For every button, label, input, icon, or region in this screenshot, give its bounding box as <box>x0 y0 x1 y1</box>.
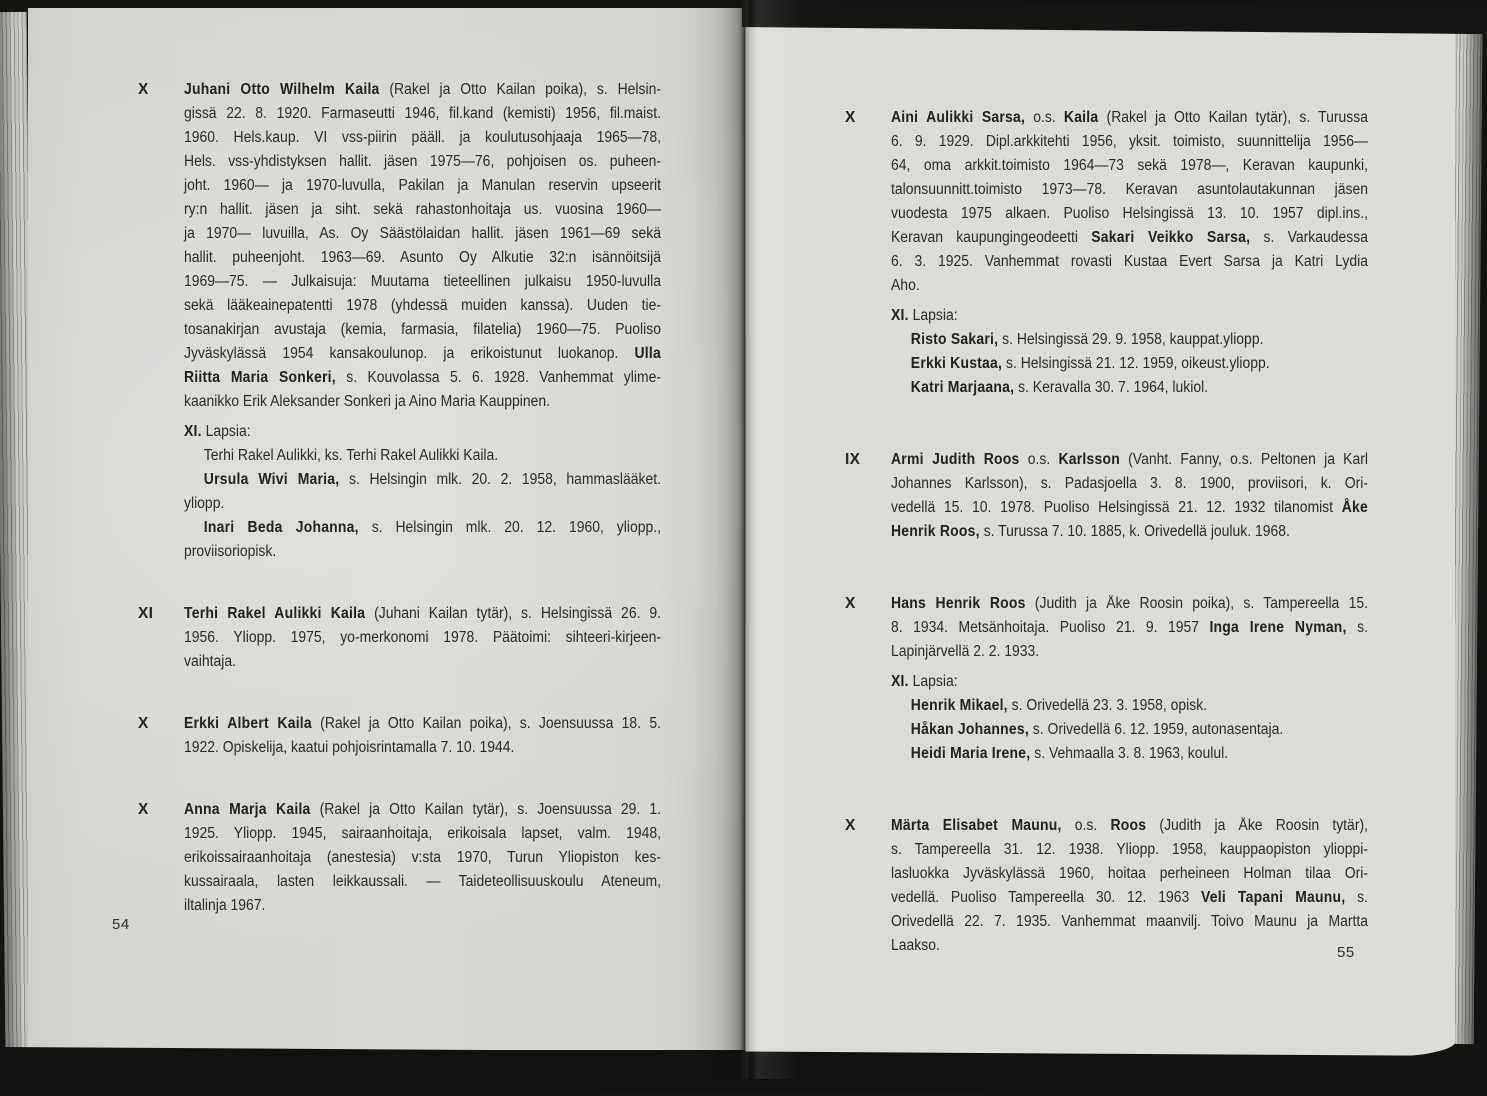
generation-numeral: X <box>138 715 149 732</box>
text-line <box>891 328 1368 352</box>
text-line <box>184 270 661 294</box>
child-entry <box>891 742 1368 766</box>
entry-paragraph <box>891 814 1368 958</box>
text-line <box>891 352 1368 376</box>
text-segment: Laakso. <box>891 937 940 954</box>
person-name-bold: XI. <box>184 423 202 440</box>
children-header <box>891 670 1368 694</box>
text-line <box>891 640 1368 664</box>
children-section <box>891 670 1368 766</box>
text-segment: talonsuunnitt.toimisto 1973—78. Keravan asuntolautakunnan jäsen <box>891 181 1368 198</box>
text-segment: kussairaala, lasten leikkaussali. — Taideteollisuuskoulu Ateneum, <box>184 873 661 890</box>
text-segment: s. Helsingin mlk. 20. 2. 1958, hammaslääket. <box>339 471 661 488</box>
person-name-bold: Armi Judith Roos <box>891 451 1020 468</box>
text-segment: iltalinja 1967. <box>184 897 266 914</box>
text-line <box>891 250 1368 274</box>
text-segment: (Rakel ja Otto Kailan tytär), s. Turussa <box>1098 109 1368 126</box>
text-line <box>891 226 1368 250</box>
text-line <box>184 198 661 222</box>
text-line <box>891 910 1368 934</box>
text-line <box>891 472 1368 496</box>
text-segment: ry:n hallit. jäsen ja siht. sekä rahastonhoitaja us. vuosina 1960— <box>184 201 661 218</box>
entry-body <box>184 798 661 918</box>
entry-paragraph <box>891 448 1368 544</box>
text-line <box>184 444 661 468</box>
text-line <box>184 78 661 102</box>
text-line <box>891 448 1368 472</box>
person-name-bold: Inga Irene Nyman, <box>1209 619 1347 636</box>
person-name-bold: Katri Marjaana, <box>910 379 1015 396</box>
text-segment: (Rakel ja Otto Kailan poika), s. Helsin- <box>379 81 661 98</box>
text-segment: o.s. <box>1019 451 1059 468</box>
text-segment: erikoissairaanhoitaja (anestesia) v:sta 1970, Turun Yliopiston kes- <box>184 849 661 866</box>
page-number-right: 55 <box>1337 944 1355 961</box>
text-line <box>184 366 661 390</box>
text-line <box>891 886 1368 910</box>
text-line <box>891 154 1368 178</box>
text-segment: vedellä 15. 10. 1978. Puoliso Helsingissä 21. 12. 1932 tilanomist <box>891 499 1342 516</box>
text-line <box>184 822 661 846</box>
person-name-bold: Henrik Mikael, <box>910 697 1008 714</box>
person-name-bold: Hans Henrik Roos <box>891 595 1026 612</box>
page-54 <box>28 8 745 1050</box>
text-segment: Jyväskylässä 1954 kansakoulunop. ja erikoistunut luokanop. <box>184 345 635 362</box>
text-line <box>891 862 1368 886</box>
text-line <box>184 390 661 414</box>
entry-body <box>891 592 1368 766</box>
entry-paragraph <box>184 78 661 414</box>
text-segment: Orivedellä 22. 7. 1935. Vanhemmat maanvilj. Toivo Maunu ja Martta <box>891 913 1368 930</box>
text-line <box>184 846 661 870</box>
person-name-bold: Åke <box>1341 499 1368 516</box>
genealogy-entry <box>845 814 1487 958</box>
text-segment: vedellä. Puoliso Tampereella 30. 12. 1963 <box>891 889 1201 906</box>
text-line <box>184 222 661 246</box>
text-segment: s. Vehmaalla 3. 8. 1963, koulul. <box>1030 745 1229 762</box>
page-55 <box>745 14 1455 1058</box>
text-segment: Lapsia: <box>201 423 251 440</box>
text-line <box>184 540 661 564</box>
children-header <box>184 420 661 444</box>
entry-body <box>184 712 661 760</box>
person-name-bold: Terhi Rakel Aulikki Kaila <box>184 605 366 622</box>
generation-numeral: IX <box>845 451 861 468</box>
text-line <box>891 130 1368 154</box>
child-entry <box>891 328 1368 352</box>
entry-body <box>891 814 1368 958</box>
entry-paragraph <box>891 106 1368 298</box>
text-segment: s. Varkaudessa <box>1250 229 1368 246</box>
text-segment: 6. 9. 1929. Dipl.arkkitehti 1956, yksit. toimisto, suunnittelija 1956— <box>891 133 1368 150</box>
page-number-left: 54 <box>112 916 130 933</box>
person-name-bold: Erkki Kustaa, <box>910 355 1003 372</box>
text-line <box>184 516 661 540</box>
text-segment: 6. 3. 1925. Vanhemmat rovasti Kustaa Evert Sarsa ja Katri Lydia <box>891 253 1368 270</box>
text-line <box>891 838 1368 862</box>
entry-body <box>891 106 1368 400</box>
child-entry <box>184 516 661 564</box>
text-segment: s. <box>1345 889 1368 906</box>
text-line <box>184 102 661 126</box>
person-name-bold: Riitta Maria Sonkeri, <box>184 369 336 386</box>
generation-numeral: X <box>138 81 149 98</box>
children-section <box>891 304 1368 400</box>
text-segment: lasluokka Jyväskylässä 1960, hoitaa perheineen Holman tilaa Ori- <box>891 865 1368 882</box>
children-header <box>891 304 1368 328</box>
person-name-bold: Henrik Roos, <box>891 523 980 540</box>
children-section <box>184 420 661 564</box>
person-name-bold: Ursula Wivi Maria, <box>203 471 340 488</box>
text-segment: tosanakirjan avustaja (kemia, farmasia, filatelia) 1960—75. Puoliso <box>184 321 661 338</box>
text-line <box>891 694 1368 718</box>
text-segment: joht. 1960— ja 1970-luvulla, Pakilan ja Manulan reservin upseerit <box>184 177 661 194</box>
text-line <box>891 934 1368 958</box>
text-line <box>184 294 661 318</box>
person-name-bold: Sakari Veikko Sarsa, <box>1091 229 1251 246</box>
text-line <box>184 626 661 650</box>
text-segment: gissä 22. 8. 1920. Farmaseutti 1946, fil.kand (kemisti) 1956, fil.maist. <box>184 105 661 122</box>
text-line <box>891 814 1368 838</box>
text-segment: hallit. puheenjoht. 1963—69. Asunto Oy Alkutie 32:n isännöitsijä <box>184 249 661 266</box>
text-line <box>891 742 1368 766</box>
text-segment: Terhi Rakel Aulikki, ks. Terhi Rakel Aulikki Kaila. <box>203 447 499 464</box>
child-entry <box>891 376 1368 400</box>
generation-numeral: X <box>138 801 149 818</box>
text-line <box>891 106 1368 130</box>
child-entry <box>891 352 1368 376</box>
text-line <box>184 174 661 198</box>
text-segment: sekä lääkeainepatentti 1978 (yhdessä muiden kanssa). Uuden tie- <box>184 297 661 314</box>
entry-paragraph <box>184 798 661 918</box>
entry-body <box>184 78 661 564</box>
entry-paragraph <box>891 592 1368 664</box>
person-name-bold: Heidi Maria Irene, <box>910 745 1031 762</box>
text-segment: 8. 1934. Metsänhoitaja. Puoliso 21. 9. 1957 <box>891 619 1210 636</box>
text-line <box>891 274 1368 298</box>
text-segment: ja 1970— luvuilla, As. Oy Säästölaidan hallit. jäsen 1961—69 sekä <box>184 225 661 242</box>
text-segment: Lapsia: <box>908 673 958 690</box>
text-segment: (Judith ja Åke Roosin tytär), <box>1146 817 1368 834</box>
text-line <box>184 712 661 736</box>
text-segment: s. Helsingissä 29. 9. 1958, kauppat.yliopp. <box>998 331 1264 348</box>
text-segment: (Vanht. Fanny, o.s. Peltonen ja Karl <box>1119 451 1368 468</box>
text-segment: Johannes Karlsson), s. Padasjoella 3. 8. 1900, proviisori, k. Ori- <box>891 475 1368 492</box>
text-segment: Lapsia: <box>908 307 958 324</box>
person-name-bold: Erkki Albert Kaila <box>184 715 312 732</box>
text-line <box>891 496 1368 520</box>
person-name-bold: XI. <box>891 307 909 324</box>
text-line <box>184 126 661 150</box>
entry-paragraph <box>184 602 661 674</box>
text-line <box>891 202 1368 226</box>
text-segment: s. Tampereella 31. 12. 1938. Yliopp. 1958, kauppaopiston ylioppi- <box>891 841 1368 858</box>
page-54-text-column <box>28 8 855 918</box>
person-name-bold: Inari Beda Johanna, <box>203 519 359 536</box>
text-segment: (Judith ja Åke Roosin poika), s. Tampereella 15. <box>1025 595 1368 612</box>
text-segment: o.s. <box>1025 109 1064 126</box>
entry-body <box>891 448 1368 544</box>
child-entry <box>184 444 661 468</box>
person-name-bold: Juhani Otto Wilhelm Kaila <box>184 81 380 98</box>
person-name-bold: Risto Sakari, <box>910 331 999 348</box>
text-segment: s. Helsingin mlk. 20. 12. 1960, yliopp., <box>358 519 661 536</box>
person-name-bold: Märta Elisabet Maunu, <box>891 817 1062 834</box>
text-segment: s. Helsingissä 21. 12. 1959, oikeust.yliopp. <box>1002 355 1270 372</box>
text-line <box>184 342 661 366</box>
text-line <box>184 870 661 894</box>
generation-numeral: X <box>845 595 856 612</box>
text-segment: proviisoriopisk. <box>184 543 277 560</box>
text-segment: 1925. Yliopp. 1945, sairaanhoitaja, erikoisala lapset, valm. 1948, <box>184 825 661 842</box>
text-segment: 1922. Opiskelija, kaatui pohjoisrintamalla 7. 10. 1944. <box>184 739 515 756</box>
text-segment: s. Turussa 7. 10. 1885, k. Orivedellä jouluk. 1968. <box>979 523 1290 540</box>
text-segment: 1956. Yliopp. 1975, yo-merkonomi 1978. Päätoimi: sihteeri-kirjeen- <box>184 629 661 646</box>
text-line <box>891 718 1368 742</box>
text-segment: Keravan kaupungingeodeetti <box>891 229 1092 246</box>
text-segment: Lapinjärvellä 2. 2. 1933. <box>891 643 1040 660</box>
person-name-bold: XI. <box>891 673 909 690</box>
entry-body <box>184 602 661 674</box>
text-line <box>184 798 661 822</box>
person-name-bold: Ulla <box>634 345 661 362</box>
generation-numeral: X <box>845 817 856 834</box>
text-line <box>891 178 1368 202</box>
text-line <box>184 492 661 516</box>
person-name-bold: Anna Marja Kaila <box>184 801 311 818</box>
child-entry <box>891 718 1368 742</box>
text-segment: vaihtaja. <box>184 653 236 670</box>
text-segment: Hels. vss-yhdistyksen hallit. jäsen 1975—76, pohjoisen os. puheen- <box>184 153 661 170</box>
text-segment: 1969—75. — Julkaisuja: Muutama tieteellinen julkaisu 1950-luvulla <box>184 273 661 290</box>
child-entry <box>891 694 1368 718</box>
generation-numeral: XI <box>138 605 154 622</box>
text-line <box>184 894 661 918</box>
text-segment: s. <box>1346 619 1368 636</box>
text-line <box>891 376 1368 400</box>
text-line <box>184 468 661 492</box>
child-entry <box>184 468 661 516</box>
text-segment: yliopp. <box>184 495 225 512</box>
entry-paragraph <box>184 712 661 760</box>
person-name-bold: Karlsson <box>1058 451 1120 468</box>
person-name-bold: Kaila <box>1063 109 1099 126</box>
generation-numeral: X <box>845 109 856 126</box>
text-segment: o.s. <box>1061 817 1111 834</box>
text-line <box>184 602 661 626</box>
text-segment: (Rakel ja Otto Kailan tytär), s. Joensuussa 29. 1. <box>310 801 662 818</box>
text-line <box>891 592 1368 616</box>
text-line <box>184 150 661 174</box>
text-segment: (Rakel ja Otto Kailan poika), s. Joensuussa 18. 5. <box>311 715 661 732</box>
genealogy-entry <box>845 592 1487 766</box>
text-segment: s. Kouvolassa 5. 6. 1928. Vanhemmat ylime- <box>335 369 662 386</box>
text-segment: s. Orivedellä 23. 3. 1958, opisk. <box>1007 697 1208 714</box>
text-segment: (Juhani Kailan tytär), s. Helsingissä 26. 9. <box>365 605 661 622</box>
text-segment: 64, oma arkkit.toimisto 1964—73 sekä 1978—, Keravan kaupunki, <box>891 157 1368 174</box>
text-line <box>184 650 661 674</box>
person-name-bold: Håkan Johannes, <box>910 721 1029 738</box>
text-line <box>184 318 661 342</box>
text-segment: vuodesta 1975 alkaen. Puoliso Helsingissä 13. 10. 1957 dipl.ins., <box>891 205 1368 222</box>
genealogy-entry <box>845 106 1487 400</box>
text-segment: Aho. <box>891 277 920 294</box>
text-line <box>891 616 1368 640</box>
text-line <box>184 736 661 760</box>
text-segment: s. Orivedellä 6. 12. 1959, autonasentaja. <box>1028 721 1284 738</box>
text-segment: kaanikko Erik Aleksander Sonkeri ja Aino Maria Kauppinen. <box>184 393 551 410</box>
person-name-bold: Aini Aulikki Sarsa, <box>891 109 1026 126</box>
person-name-bold: Veli Tapani Maunu, <box>1200 889 1346 906</box>
person-name-bold: Roos <box>1110 817 1147 834</box>
genealogy-entry <box>845 448 1487 544</box>
text-segment: s. Keravalla 30. 7. 1964, lukiol. <box>1014 379 1209 396</box>
text-line <box>184 246 661 270</box>
page-55-text-column <box>745 14 1487 958</box>
text-segment: 1960. Hels.kaup. VI vss-piirin pääll. ja koulutusohjaaja 1965—78, <box>184 129 661 146</box>
text-line <box>891 520 1368 544</box>
